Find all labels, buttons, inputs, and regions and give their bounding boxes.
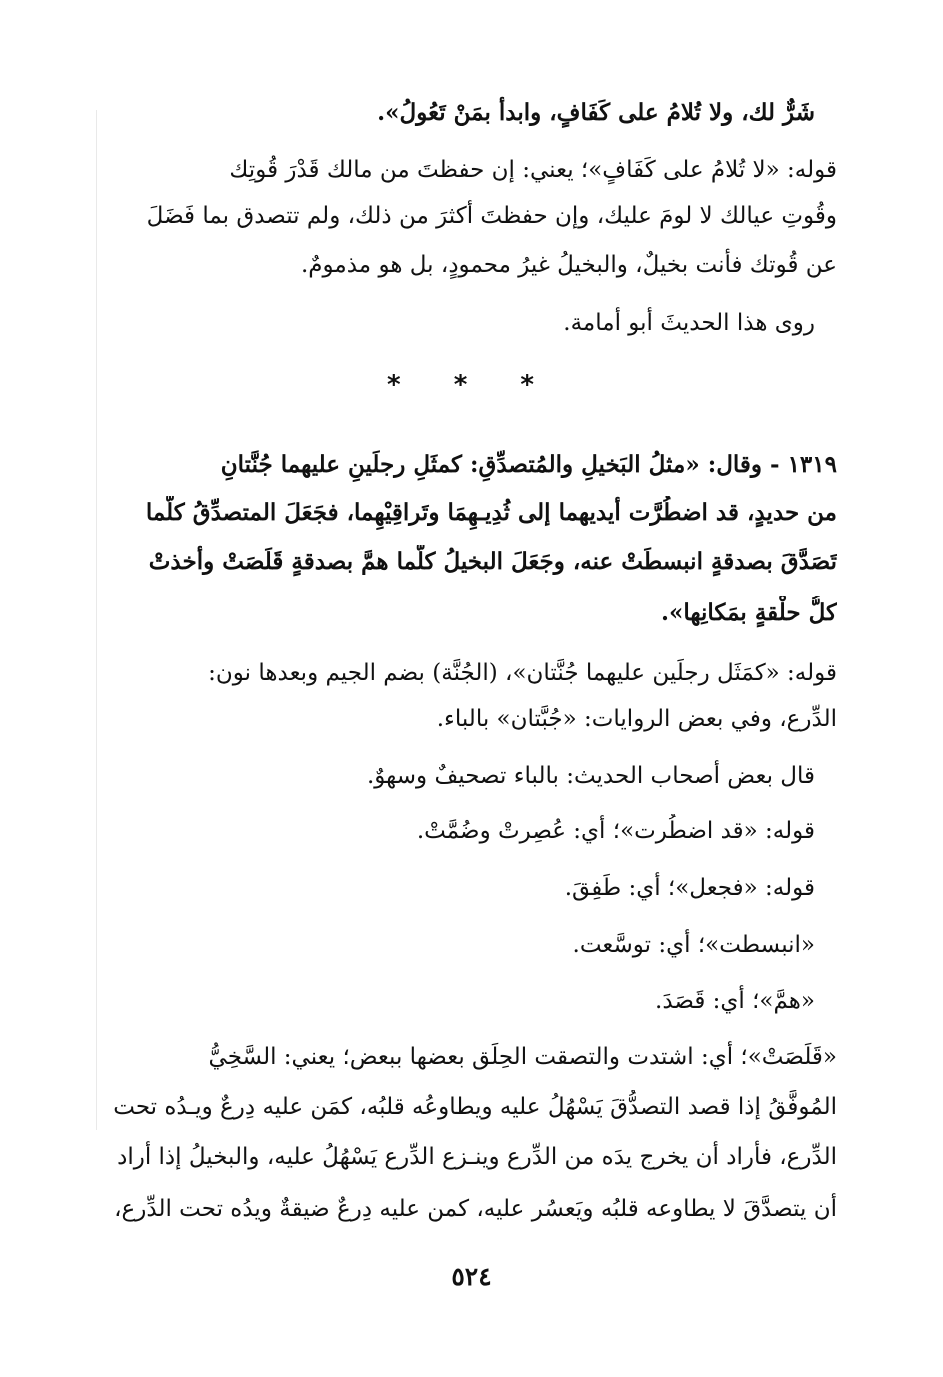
- section-separator: * * *: [387, 370, 556, 400]
- text-line-3: وقُوتِ عيالك لا لومَ عليك، وإن حفظتَ أكثرَ من ذلك، ولم تتصدق بما فَضَلَ: [146, 203, 837, 229]
- commentary-line-8: «قَلَصَتْ»؛ أي: اشتدت والتصقت الحِلَق بعضها ببعض؛ يعني: السَّخِيُّ: [208, 1044, 837, 1070]
- scan-margin-line: [96, 110, 97, 1130]
- hadith-line-1: ١٣١٩ - وقال: «مثلُ البَخيلِ والمُتصدِّقِ: كمثَلِ رجلَينِ عليهما جُنَّتانِ: [220, 451, 837, 478]
- commentary-line-1: قوله: «كمَثَل رجلَين عليهما جُنَّتان»، (الجُنَّة) بضم الجيم وبعدها نون:: [208, 660, 837, 686]
- text-line-2: قوله: «لا تُلامُ على كَفَافٍ»؛ يعني: إن حفظتَ من مالك قَدْرَ قُوتِك: [229, 157, 837, 183]
- commentary-line-5: قوله: «فجعل»؛ أي: طَفِقَ.: [564, 875, 815, 901]
- commentary-line-4: قوله: «قد اضطُرت»؛ أي: عُصِرتْ وضُمَّتْ.: [416, 818, 815, 844]
- commentary-line-9: المُوفَّقُ إذا قصد التصدُّقَ يَسْهُلُ عليه ويطاوعُه قلبُه، كمَن عليه دِرعٌ ويـدُه تحت: [113, 1094, 837, 1120]
- text-line-1: شَرٌّ لك، ولا تُلامُ على كَفَافٍ، وابدأ بمَنْ تَعُولُ».: [377, 99, 815, 126]
- hadith-line-4: كلُّ حلْقةٍ بمَكانِها».: [661, 599, 837, 626]
- commentary-line-10: الدِّرع، فأراد أن يخرج يدَه من الدِّرع وينـزع الدِّرع يَسْهُلُ عليه، والبخيلُ إذا أراد: [117, 1144, 837, 1170]
- hadith-line-3: تَصَدَّقَ بصدقةٍ انبسطَتْ عنه، وجَعَلَ البخيلُ كلَّما همَّ بصدقةٍ قَلَصَتْ وأخذتْ: [148, 548, 837, 575]
- commentary-line-7: «همَّ»؛ أي: قَصَدَ.: [655, 988, 815, 1014]
- commentary-line-2: الدِّرع، وفي بعض الروايات: «جُبَّتان» بالباء.: [436, 706, 837, 732]
- commentary-line-3: قال بعض أصحاب الحديث: بالباء تصحيفٌ وسهوٌ.: [366, 763, 815, 789]
- hadith-line-2: من حديدٍ، قد اضطُرَّت أيديهما إلى ثُدِيـهِمَا وتَراقِيْهِما، فجَعَلَ المتصدِّقُ كلَّما: [145, 499, 837, 526]
- commentary-line-6: «انبسطت»؛ أي: توسَّعت.: [572, 932, 815, 958]
- page-number: ٥٢٤: [451, 1262, 492, 1291]
- commentary-line-11: أن يتصدَّقَ لا يطاوعه قلبُه ويَعسُر عليه، كمن عليه دِرعٌ ضيقةٌ ويدُه تحت الدِّرع،: [114, 1196, 837, 1222]
- text-line-4: عن قُوتك فأنت بخيلٌ، والبخيلُ غيرُ محمودٍ، بل هو مذمومٌ.: [300, 252, 837, 278]
- text-line-5: روى هذا الحديثَ أبو أمامة.: [563, 310, 815, 336]
